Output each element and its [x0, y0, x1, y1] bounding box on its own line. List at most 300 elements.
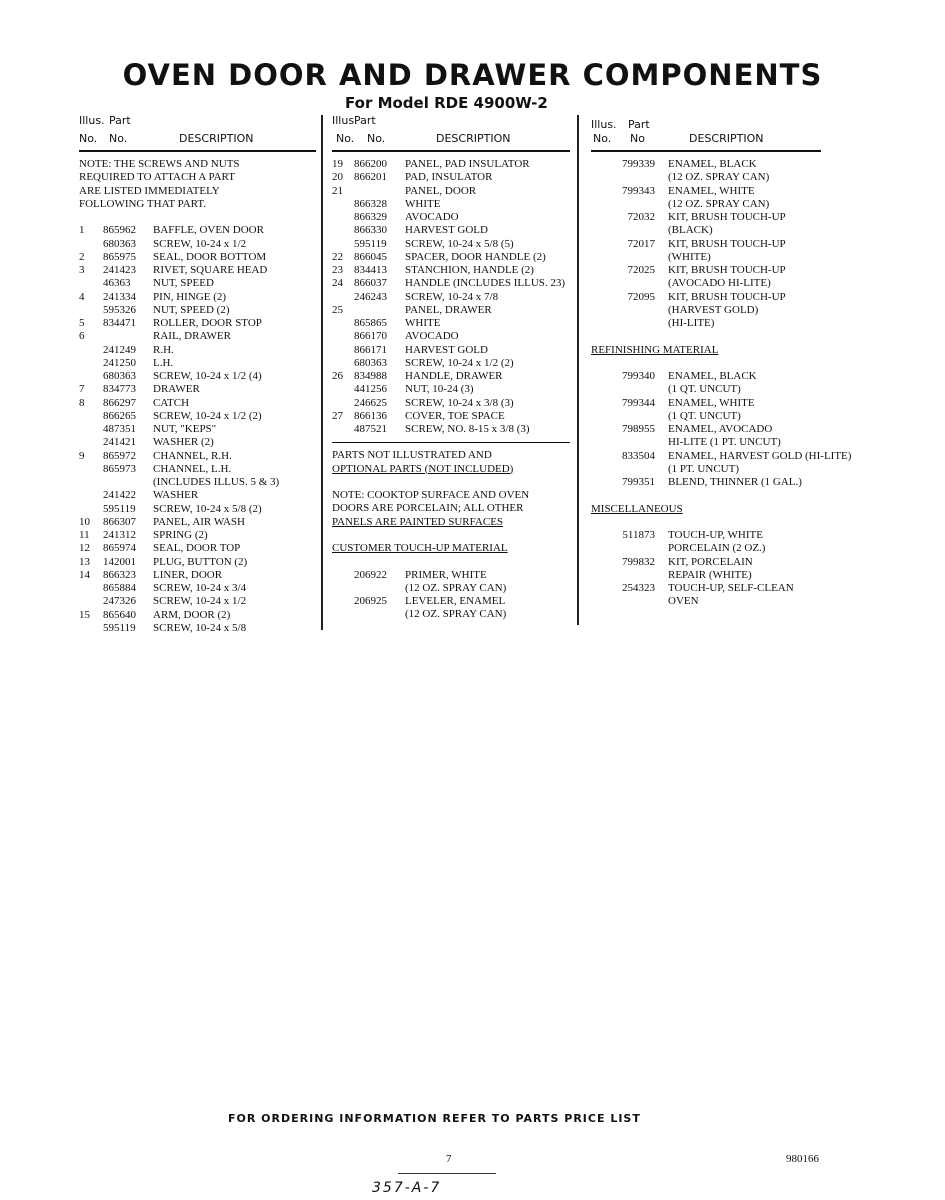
part-number: 241312 — [103, 529, 136, 541]
part-description: NUT, 10-24 (3) — [405, 383, 474, 396]
part-row — [591, 383, 821, 396]
part-description: ENAMEL, BLACK — [668, 158, 757, 170]
handwritten-reference: 357-A-7 — [372, 1180, 442, 1196]
part-row — [332, 582, 570, 595]
part-description: HANDLE (INCLUDES ILLUS. 23) — [405, 277, 566, 290]
note-text — [332, 449, 570, 462]
part-row — [79, 251, 316, 264]
part-row — [332, 397, 570, 410]
part-description: WHITE — [405, 197, 441, 210]
part-description: CHANNEL, L.H. — [153, 462, 232, 475]
part-row — [332, 158, 570, 171]
section-rule — [332, 442, 570, 443]
part-number: 865972 — [103, 449, 136, 462]
part-number: 834773 — [103, 383, 136, 396]
part-row — [591, 224, 821, 237]
part-row — [332, 291, 570, 304]
part-description: SCREW, 10-24 x 1/2 (2) — [405, 356, 514, 369]
section-heading — [332, 516, 570, 529]
part-description: KIT, BRUSH TOUCH-UP — [668, 290, 786, 303]
part-description: SCREW, 10-24 x 7/8 — [405, 290, 499, 303]
part-description: (1 QT. UNCUT) — [668, 409, 741, 422]
part-number: 142001 — [103, 555, 136, 568]
part-row — [79, 582, 316, 595]
part-number: 487351 — [103, 423, 136, 435]
part-description: SCREW, 10-24 x 1/2 — [153, 237, 247, 250]
part-description: (12 OZ. SPRAY CAN) — [405, 608, 507, 621]
part-number: 866037 — [354, 277, 387, 290]
illus-number: 5 — [79, 317, 85, 329]
header-part: Part — [109, 114, 131, 127]
part-number: 241249 — [103, 343, 136, 356]
part-description: STANCHION, HANDLE (2) — [405, 264, 534, 276]
part-description: (HARVEST GOLD) — [668, 303, 759, 316]
part-number: 246243 — [354, 290, 387, 303]
part-description: SCREW, 10-24 x 5/8 (2) — [153, 502, 262, 515]
part-number: 247326 — [103, 595, 136, 608]
section-heading — [591, 344, 821, 357]
part-row — [591, 529, 821, 542]
blank-line — [332, 476, 570, 489]
part-number: 865884 — [103, 582, 136, 594]
part-number: 680363 — [103, 370, 136, 382]
part-number: 865962 — [103, 224, 136, 237]
part-description: (1 PT. UNCUT) — [668, 462, 739, 475]
part-description: PIN, HINGE (2) — [153, 290, 227, 303]
section-heading — [591, 503, 821, 516]
illus-number: 6 — [79, 330, 85, 343]
part-row — [332, 357, 570, 370]
part-row — [79, 450, 316, 463]
part-row — [591, 211, 821, 224]
part-row — [332, 383, 570, 396]
illus-number: 24 — [332, 277, 343, 290]
part-description: RIVET, SQUARE HEAD — [153, 264, 268, 276]
part-description: BAFFLE, OVEN DOOR — [153, 224, 264, 237]
part-number: 441256 — [354, 383, 387, 396]
part-description: HARVEST GOLD — [405, 224, 488, 237]
part-description: PANEL, DOOR — [405, 184, 477, 197]
illus-number: 1 — [79, 224, 85, 237]
part-description: AVOCADO — [405, 211, 459, 223]
note-text — [79, 171, 316, 184]
part-number: 595326 — [103, 303, 136, 316]
part-row — [79, 238, 316, 251]
illus-number: 10 — [79, 515, 90, 528]
part-description: (WHITE) — [668, 250, 711, 263]
part-number: 865974 — [103, 542, 136, 555]
part-number: 866265 — [103, 409, 136, 422]
header-illus-no: No. — [593, 132, 612, 145]
part-row — [591, 277, 821, 290]
part-description: RAIL, DRAWER — [153, 330, 231, 343]
illus-number: 25 — [332, 303, 343, 316]
part-row — [79, 383, 316, 396]
part-row — [79, 556, 316, 569]
part-description: DRAWER — [153, 383, 200, 396]
blank-line — [332, 555, 570, 568]
part-row — [591, 238, 821, 251]
part-row — [332, 608, 570, 621]
part-number: 866200 — [354, 158, 387, 170]
part-row — [591, 423, 821, 436]
illus-number: 2 — [79, 250, 85, 263]
page-number-rule — [398, 1173, 496, 1174]
illus-number: 19 — [332, 158, 343, 170]
part-number: 511873 — [622, 529, 655, 541]
part-description: ARM, DOOR (2) — [153, 608, 231, 621]
parts-lines — [79, 152, 316, 635]
part-row — [591, 476, 821, 489]
note-text — [79, 185, 316, 198]
part-number: 72095 — [627, 290, 655, 303]
part-description: SCREW, 10-24 x 1/2 (2) — [153, 409, 262, 422]
part-row — [79, 622, 316, 635]
part-number: 866201 — [354, 171, 387, 184]
part-row — [591, 397, 821, 410]
part-row — [79, 489, 316, 502]
part-row — [79, 304, 316, 317]
header-illus: Illus. — [332, 114, 358, 127]
section-heading — [332, 463, 570, 476]
illus-number: 14 — [79, 568, 90, 581]
part-description: (12 OZ. SPRAY CAN) — [668, 171, 770, 184]
parts-column-1 — [79, 112, 316, 635]
part-row — [332, 344, 570, 357]
part-description: ENAMEL, AVOCADO — [668, 423, 773, 435]
part-description: REPAIR (WHITE) — [668, 568, 752, 581]
part-description: HI-LITE (1 PT. UNCUT) — [668, 436, 781, 449]
parts-column-3 — [591, 112, 852, 609]
part-number: 241421 — [103, 436, 136, 449]
part-description: ENAMEL, WHITE — [668, 396, 755, 409]
illus-number: 4 — [79, 290, 85, 303]
illus-number: 9 — [79, 449, 85, 462]
page-title: OVEN DOOR AND DRAWER COMPONENTS — [122, 58, 823, 92]
part-description: SPACER, DOOR HANDLE (2) — [405, 250, 546, 263]
part-number: 241423 — [103, 264, 136, 276]
illus-number: 27 — [332, 409, 343, 422]
text: PANELS ARE PAINTED SURFACES — [332, 515, 504, 528]
part-description: PANEL, AIR WASH — [153, 515, 245, 528]
part-description: OVEN — [668, 595, 699, 608]
part-description: WASHER (2) — [153, 436, 214, 449]
note-text — [79, 158, 316, 171]
header-illus: Illus. — [591, 118, 617, 131]
part-description: NUT, SPEED (2) — [153, 303, 230, 316]
part-number: 798955 — [622, 423, 655, 435]
note-text — [332, 489, 570, 502]
part-row — [79, 397, 316, 410]
header-description: DESCRIPTION — [689, 132, 764, 145]
illus-number: 7 — [79, 383, 85, 396]
part-description: ENAMEL, WHITE — [668, 184, 755, 197]
part-description: (BLACK) — [668, 224, 713, 237]
part-description: SCREW, 10-24 x 1/2 (4) — [153, 370, 262, 382]
part-description: SPRING (2) — [153, 529, 208, 541]
part-row — [332, 277, 570, 290]
part-number: 866297 — [103, 396, 136, 409]
part-row — [79, 463, 316, 476]
text: FOLLOWING THAT PART. — [79, 197, 206, 210]
part-row — [591, 158, 821, 171]
parts-column-2 — [332, 112, 570, 622]
part-number: 241422 — [103, 489, 136, 502]
text: NOTE: COOKTOP SURFACE AND OVEN — [332, 489, 530, 501]
part-description: AVOCADO — [405, 330, 459, 343]
part-description: LINER, DOOR — [153, 568, 223, 581]
illus-number: 26 — [332, 370, 343, 382]
illus-number: 11 — [79, 529, 90, 541]
part-row — [591, 291, 821, 304]
part-description: R.H. — [153, 343, 174, 356]
text: NOTE: THE SCREWS AND NUTS — [79, 158, 240, 170]
part-number: 680363 — [103, 237, 136, 250]
part-row — [79, 264, 316, 277]
part-description: SCREW, 10-24 x 3/4 — [153, 582, 247, 594]
part-description: (12 OZ. SPRAY CAN) — [668, 197, 770, 210]
part-number: 866171 — [354, 343, 387, 356]
text: OPTIONAL PARTS (NOT INCLUDED) — [332, 462, 514, 475]
part-row — [591, 436, 821, 449]
part-row — [79, 476, 316, 489]
part-number: 799344 — [622, 396, 655, 409]
part-number: 595119 — [103, 502, 136, 515]
part-row — [332, 171, 570, 184]
part-row — [79, 423, 316, 436]
part-number: 865973 — [103, 462, 136, 475]
part-row — [591, 251, 821, 264]
part-row — [591, 198, 821, 211]
part-description: KIT, PORCELAIN — [668, 555, 753, 568]
part-number: 799832 — [622, 555, 655, 568]
part-number: 595119 — [103, 621, 136, 634]
part-row — [332, 238, 570, 251]
part-row — [591, 542, 821, 555]
part-row — [79, 609, 316, 622]
text: REQUIRED TO ATTACH A PART — [79, 171, 235, 184]
part-description: L.H. — [153, 356, 174, 369]
part-row — [79, 542, 316, 555]
part-number: 241250 — [103, 356, 136, 369]
section-heading — [332, 542, 570, 555]
part-row — [591, 556, 821, 569]
part-row — [332, 224, 570, 237]
illus-number: 20 — [332, 171, 343, 184]
part-row — [79, 357, 316, 370]
part-description: (1 QT. UNCUT) — [668, 383, 741, 396]
part-row — [79, 529, 316, 542]
part-row — [332, 185, 570, 198]
part-row — [591, 304, 821, 317]
part-row — [332, 410, 570, 423]
part-row — [79, 330, 316, 343]
part-row — [332, 595, 570, 608]
part-description: SEAL, DOOR TOP — [153, 542, 241, 555]
part-number: 866323 — [103, 568, 136, 581]
text: ARE LISTED IMMEDIATELY — [79, 184, 220, 197]
header-part-no: No. — [109, 132, 128, 145]
header-description: DESCRIPTION — [179, 132, 254, 145]
part-row — [332, 370, 570, 383]
part-description: TOUCH-UP, WHITE — [668, 529, 763, 541]
header-part-no: No — [630, 132, 645, 145]
part-description: PAD, INSULATOR — [405, 171, 493, 184]
part-description: LEVELER, ENAMEL — [405, 595, 506, 607]
part-description: KIT, BRUSH TOUCH-UP — [668, 264, 786, 276]
part-number: 241334 — [103, 290, 136, 303]
part-description: PORCELAIN (2 OZ.) — [668, 542, 766, 555]
part-description: (AVOCADO HI-LITE) — [668, 277, 771, 290]
illus-number: 3 — [79, 264, 85, 276]
part-description: WASHER — [153, 489, 199, 502]
text: MISCELLANEOUS — [591, 502, 683, 515]
part-row — [79, 436, 316, 449]
column-header — [332, 112, 570, 152]
part-row — [591, 185, 821, 198]
part-description: SCREW, 10-24 x 3/8 (3) — [405, 396, 514, 409]
header-part-no: No. — [367, 132, 386, 145]
part-number: 866329 — [354, 211, 387, 223]
part-row — [591, 595, 821, 608]
blank-line — [591, 516, 821, 529]
part-row — [79, 569, 316, 582]
part-row — [591, 449, 852, 463]
part-description: CATCH — [153, 396, 190, 409]
part-row — [79, 291, 316, 304]
header-illus-no: No. — [79, 132, 98, 145]
text: DOORS ARE PORCELAIN; ALL OTHER — [332, 502, 524, 515]
part-number: 595119 — [354, 237, 387, 250]
part-row — [591, 582, 821, 595]
header-part: Part — [354, 114, 376, 127]
part-description: PANEL, PAD INSULATOR — [405, 158, 530, 170]
part-number: 487521 — [354, 423, 387, 435]
part-row — [591, 264, 821, 277]
part-description: NUT, SPEED — [153, 277, 214, 290]
part-description: ENAMEL, BLACK — [668, 370, 757, 382]
part-row — [79, 277, 316, 290]
part-row — [79, 344, 316, 357]
part-row — [591, 171, 821, 184]
part-number: 799340 — [622, 370, 655, 382]
text: CUSTOMER TOUCH-UP MATERIAL — [332, 542, 508, 554]
column-divider — [321, 115, 323, 630]
part-row — [332, 198, 570, 211]
part-description: KIT, BRUSH TOUCH-UP — [668, 237, 786, 250]
part-description: CHANNEL, R.H. — [153, 449, 232, 462]
part-description: SCREW, 10-24 x 1/2 — [153, 595, 247, 608]
document-code: 980166 — [786, 1153, 819, 1165]
part-row — [79, 370, 316, 383]
blank-line — [591, 330, 821, 343]
part-description: HARVEST GOLD — [405, 343, 488, 356]
part-number: 799351 — [622, 476, 655, 488]
note-text — [79, 198, 316, 211]
part-description: BLEND, THINNER (1 GAL.) — [668, 476, 802, 488]
part-number: 866045 — [354, 250, 387, 263]
illus-number: 21 — [332, 184, 343, 197]
part-number: 866136 — [354, 409, 387, 422]
part-number: 799343 — [622, 184, 655, 197]
illus-number: 8 — [79, 396, 85, 409]
note-text — [332, 502, 570, 515]
part-description: (INCLUDES ILLUS. 5 & 3) — [153, 476, 280, 488]
header-description: DESCRIPTION — [436, 132, 511, 145]
part-row — [79, 595, 316, 608]
part-description: TOUCH-UP, SELF-CLEAN — [668, 582, 794, 594]
part-number: 865640 — [103, 608, 136, 621]
part-number: 72025 — [627, 264, 655, 276]
part-description: WHITE — [405, 317, 441, 329]
part-number: 206925 — [354, 595, 387, 607]
part-row — [591, 569, 821, 582]
part-row — [332, 317, 570, 330]
part-row — [591, 463, 821, 476]
part-description: HANDLE, DRAWER — [405, 370, 503, 382]
text: PARTS NOT ILLUSTRATED AND — [332, 449, 492, 462]
header-illus: Illus. — [79, 114, 105, 127]
part-description: KIT, BRUSH TOUCH-UP — [668, 211, 786, 223]
part-number: 866330 — [354, 224, 387, 237]
part-description: NUT, "KEPS" — [153, 423, 217, 435]
blank-line — [591, 489, 821, 502]
part-number: 834413 — [354, 264, 387, 276]
blank-line — [79, 211, 316, 224]
parts-lines — [591, 152, 852, 609]
part-row — [332, 304, 570, 317]
part-number: 833504 — [622, 449, 655, 462]
part-description: SCREW, 10-24 x 5/8 — [153, 621, 247, 634]
part-description: ENAMEL, HARVEST GOLD (HI-LITE) — [668, 449, 852, 462]
part-description: COVER, TOE SPACE — [405, 409, 505, 422]
part-number: 866328 — [354, 197, 387, 210]
illus-number: 12 — [79, 542, 90, 555]
column-divider — [577, 115, 579, 625]
part-row — [79, 516, 316, 529]
part-row — [332, 211, 570, 224]
illus-number: 22 — [332, 250, 343, 263]
part-description: (HI-LITE) — [668, 317, 715, 329]
header-part: Part — [628, 118, 650, 131]
part-description: SCREW, NO. 8-15 x 3/8 (3) — [405, 423, 530, 435]
part-row — [591, 370, 821, 383]
part-description: PRIMER, WHITE — [405, 568, 487, 581]
part-row — [79, 503, 316, 516]
ordering-info-footer: FOR ORDERING INFORMATION REFER TO PARTS PRICE LIST — [228, 1112, 641, 1125]
part-description: (12 OZ. SPRAY CAN) — [405, 581, 507, 594]
part-number: 866170 — [354, 330, 387, 343]
text: REFINISHING MATERIAL — [591, 343, 719, 356]
part-row — [332, 264, 570, 277]
blank-line — [591, 357, 821, 370]
part-row — [332, 251, 570, 264]
model-subtitle: For Model RDE 4900W-2 — [345, 94, 548, 112]
part-number: 680363 — [354, 356, 387, 369]
part-number: 206922 — [354, 568, 387, 581]
part-number: 72032 — [627, 211, 655, 223]
part-row — [332, 569, 570, 582]
illus-number: 13 — [79, 555, 90, 568]
header-illus-no: No. — [336, 132, 355, 145]
column-header — [591, 112, 821, 152]
part-description: PANEL, DRAWER — [405, 303, 492, 316]
illus-number: 15 — [79, 608, 90, 621]
part-row — [79, 317, 316, 330]
blank-line — [332, 529, 570, 542]
part-description: PLUG, BUTTON (2) — [153, 555, 248, 568]
part-description: ROLLER, DOOR STOP — [153, 317, 262, 329]
